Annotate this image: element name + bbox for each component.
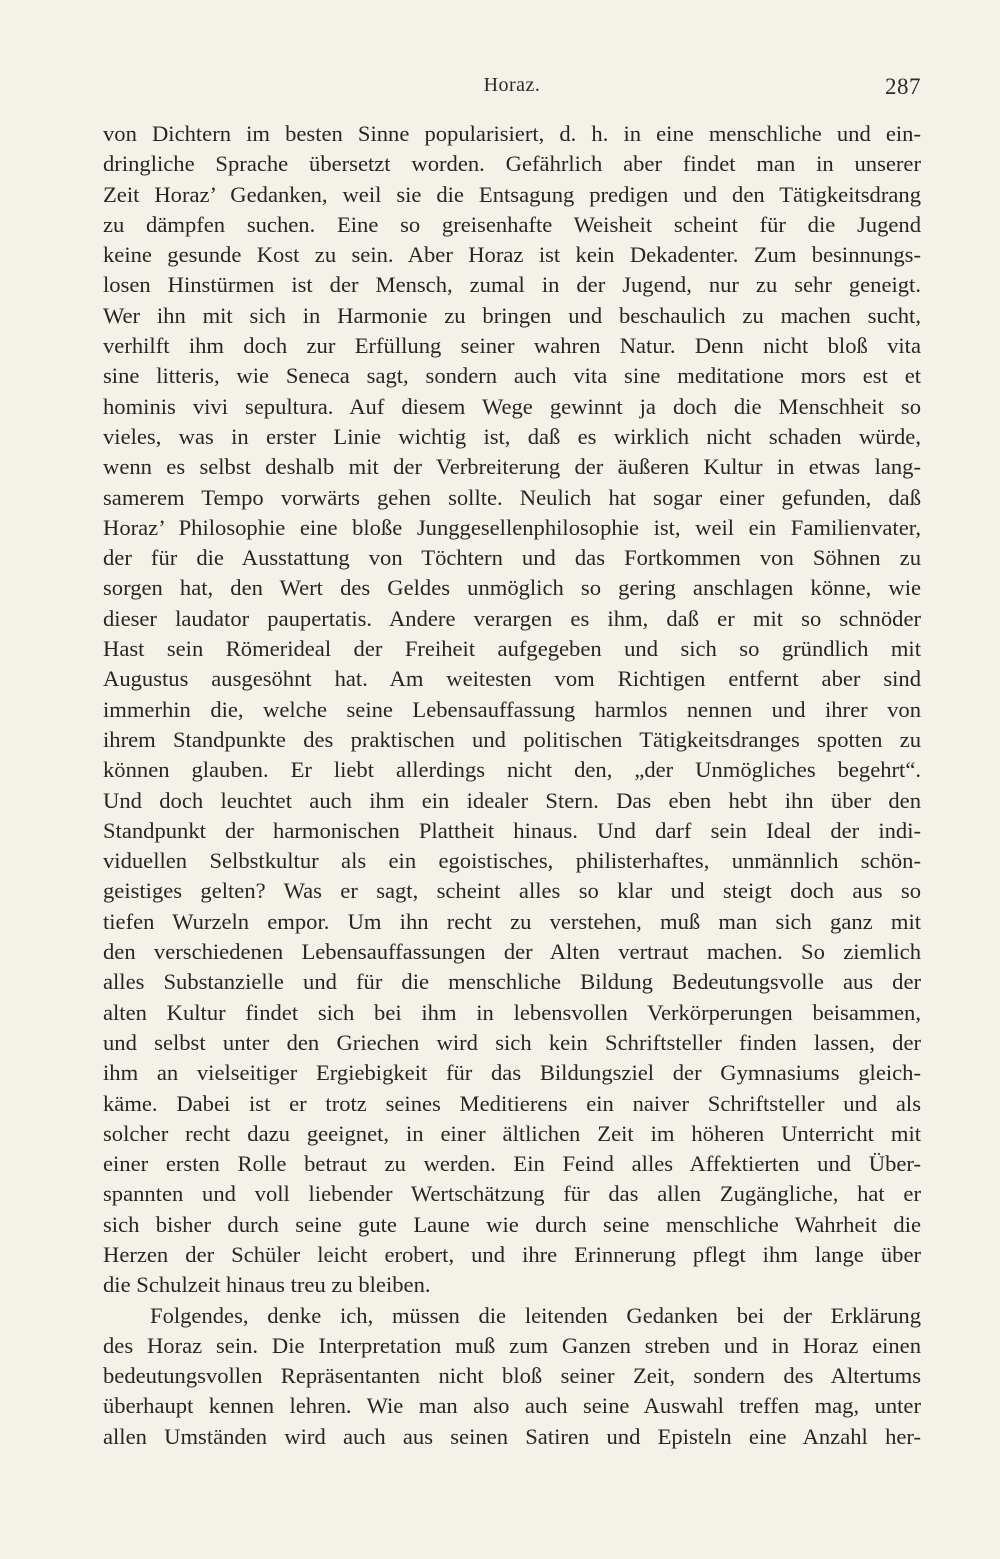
- text-line: dringliche Sprache übersetzt worden. Gefährlich aber findet man in unserer: [103, 151, 921, 177]
- text-line: immerhin die, welche seine Lebensauffassung harmlos nennen und ihrer von: [103, 696, 921, 722]
- text-line: Herzen der Schüler leicht erobert, und ihre Erinnerung pflegt ihm lange über: [103, 1241, 921, 1267]
- text-line: und selbst unter den Griechen wird sich kein Schriftsteller finden lassen, der: [103, 1029, 921, 1055]
- text-line: zu dämpfen suchen. Eine so greisenhafte Weisheit scheint für die Jugend: [103, 211, 921, 237]
- text-line: Hast sein Römerideal der Freiheit aufgegeben und sich so gründlich mit: [103, 636, 921, 662]
- text-line: Standpunkt der harmonischen Plattheit hinaus. Und darf sein Ideal der indi-: [103, 817, 921, 843]
- body-text: [103, 119, 921, 1452]
- text-line: hominis vivi sepultura. Auf diesem Wege gewinnt ja doch die Menschheit so: [103, 393, 921, 419]
- text-line: wenn es selbst deshalb mit der Verbreiterung der äußeren Kultur in etwas lang-: [103, 454, 921, 480]
- running-head: Horaz.: [483, 74, 541, 96]
- page-number: 287: [885, 74, 921, 99]
- text-line: tiefen Wurzeln empor. Um ihn recht zu verstehen, muß man sich ganz mit: [103, 908, 921, 934]
- text-line: Folgendes, denke ich, müssen die leitenden Gedanken bei der Erklärung: [150, 1302, 921, 1328]
- page-header: [103, 74, 921, 104]
- text-line: Augustus ausgesöhnt hat. Am weitesten vom Richtigen entfernt aber sind: [103, 666, 921, 692]
- text-line: ihm an vielseitiger Ergiebigkeit für das Bildungsziel der Gymnasiums gleich-: [103, 1060, 921, 1086]
- text-line: vieles, was in erster Linie wichtig ist, daß es wirklich nicht schaden würde,: [103, 423, 921, 449]
- text-line: dieser laudator paupertatis. Andere verargen es ihm, daß er mit so schnöder: [103, 605, 921, 631]
- text-line: allen Umständen wird auch aus seinen Satiren und Episteln eine Anzahl her-: [103, 1423, 921, 1449]
- text-line: keine gesunde Kost zu sein. Aber Horaz ist kein Dekadenter. Zum besinnungs-: [103, 242, 921, 268]
- text-line: Wer ihn mit sich in Harmonie zu bringen und beschaulich zu machen sucht,: [103, 302, 921, 328]
- text-line: einer ersten Rolle betraut zu werden. Ein Feind alles Affektierten und Über-: [103, 1151, 921, 1177]
- text-line: spannten und voll liebender Wertschätzung für das allen Zugängliche, hat er: [103, 1181, 921, 1207]
- text-line: samerem Tempo vorwärts gehen sollte. Neulich hat sogar einer gefunden, daß: [103, 484, 921, 510]
- text-line: geistiges gelten? Was er sagt, scheint alles so klar und steigt doch aus so: [103, 878, 921, 904]
- text-line: alten Kultur findet sich bei ihm in lebensvollen Verkörperungen beisammen,: [103, 999, 921, 1025]
- text-line: können glauben. Er liebt allerdings nicht den, „der Unmögliches begehrt“.: [103, 757, 921, 783]
- text-line: Horaz’ Philosophie eine bloße Junggesellenphilosophie ist, weil ein Familienvater,: [103, 514, 921, 540]
- text-line: sine litteris, wie Seneca sagt, sondern auch vita sine meditatione mors est et: [103, 363, 921, 389]
- text-line: überhaupt kennen lehren. Wie man also auch seine Auswahl treffen mag, unter: [103, 1393, 921, 1419]
- text-line: sorgen hat, den Wert des Geldes unmöglich so gering anschlagen könne, wie: [103, 575, 921, 601]
- text-line: den verschiedenen Lebensauffassungen der Alten vertraut machen. So ziemlich: [103, 939, 921, 965]
- text-line: der für die Ausstattung von Töchtern und das Fortkommen von Söhnen zu: [103, 545, 921, 571]
- text-line: des Horaz sein. Die Interpretation muß zum Ganzen streben und in Horaz einen: [103, 1332, 921, 1358]
- text-line: sich bisher durch seine gute Laune wie durch seine menschliche Wahrheit die: [103, 1211, 921, 1237]
- text-line: verhilft ihm doch zur Erfüllung seiner wahren Natur. Denn nicht bloß vita: [103, 333, 921, 359]
- text-line: käme. Dabei ist er trotz seines Meditierens ein naiver Schriftsteller und als: [103, 1090, 921, 1116]
- text-line: solcher recht dazu geeignet, in einer ältlichen Zeit im höheren Unterricht mit: [103, 1120, 921, 1146]
- text-line: bedeutungsvollen Repräsentanten nicht bloß seiner Zeit, sondern des Altertums: [103, 1363, 921, 1389]
- text-line: viduellen Selbstkultur als ein egoistisches, philisterhaftes, unmännlich schön-: [103, 848, 921, 874]
- text-line: ihrem Standpunkte des praktischen und politischen Tätigkeitsdranges spotten zu: [103, 726, 921, 752]
- text-line: Zeit Horaz’ Gedanken, weil sie die Entsagung predigen und den Tätigkeitsdrang: [103, 181, 921, 207]
- text-line: alles Substanzielle und für die menschliche Bildung Bedeutungsvolle aus der: [103, 969, 921, 995]
- text-line: Und doch leuchtet auch ihm ein idealer Stern. Das eben hebt ihn über den: [103, 787, 921, 813]
- text-line: von Dichtern im besten Sinne popularisiert, d. h. in eine menschliche und ein-: [103, 121, 921, 146]
- text-line: losen Hinstürmen ist der Mensch, zumal in der Jugend, nur zu sehr geneigt.: [103, 272, 921, 298]
- text-line: die Schulzeit hinaus treu zu bleiben.: [103, 1272, 431, 1298]
